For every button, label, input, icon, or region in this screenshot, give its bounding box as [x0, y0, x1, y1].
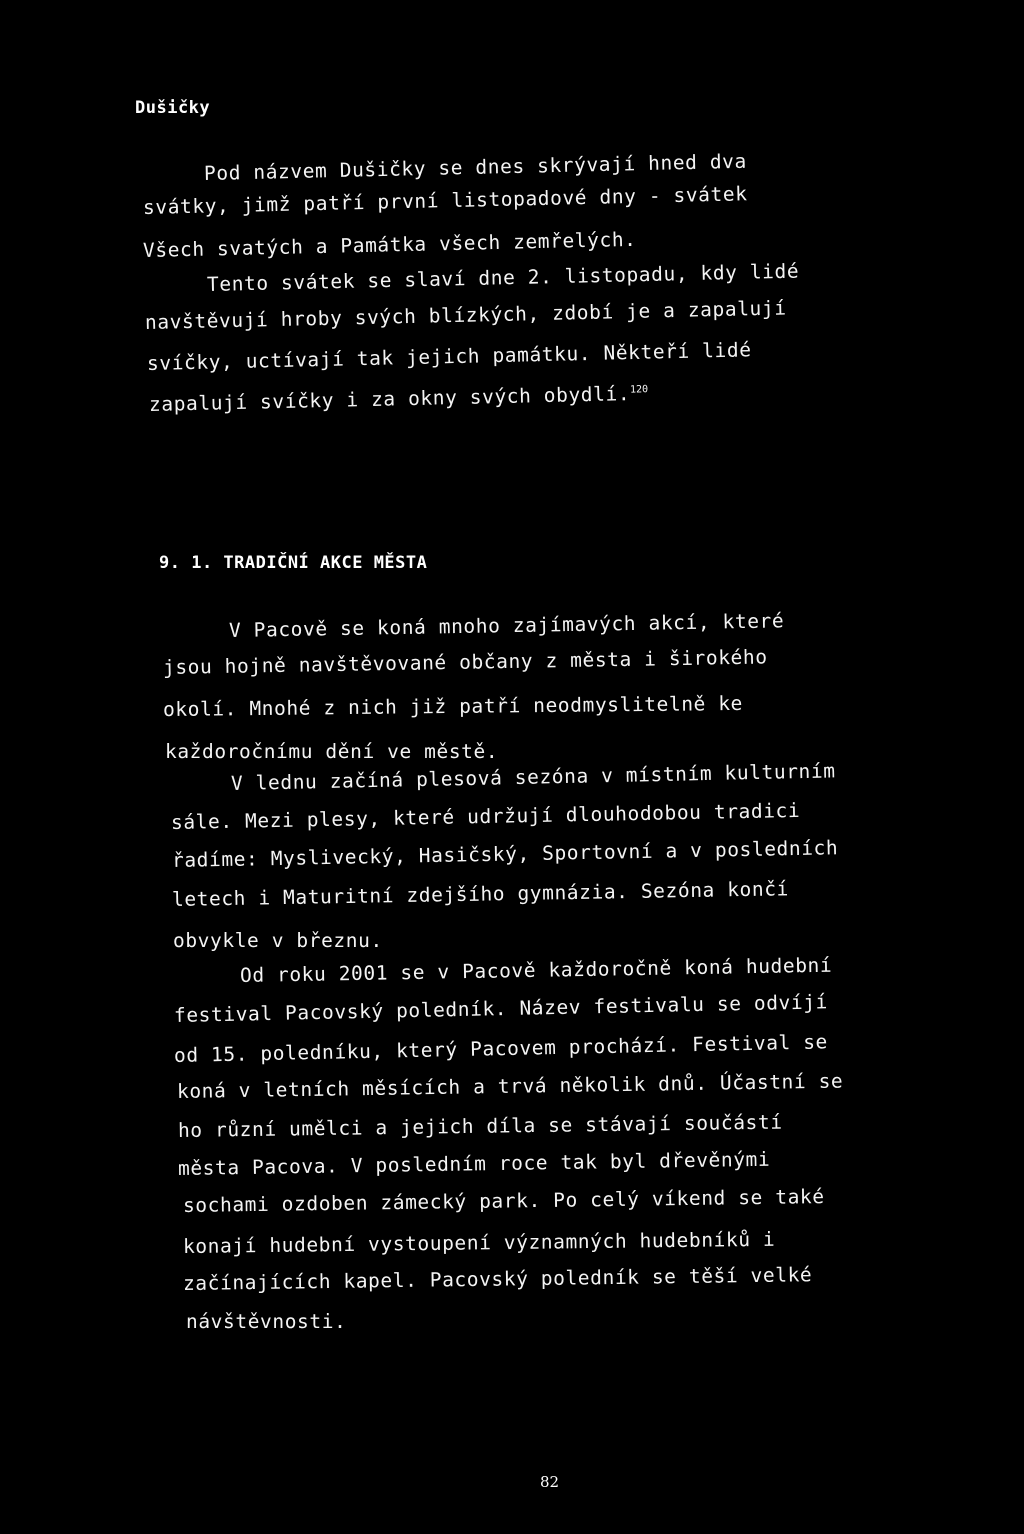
- text-line: okolí. Mnohé z nich již patří neodmyslitelně ke: [162, 691, 744, 721]
- text-line: festival Pacovský poledník. Název festivalu se odvíjí: [173, 990, 829, 1027]
- text-line: svátky, jimž patří první listopadové dny - svátek: [142, 182, 748, 219]
- text-line-content: zapalují svíčky i za okny svých obydlí.: [148, 382, 631, 416]
- text-line: sochami ozdoben zámecký park. Po celý víkend se také: [182, 1185, 825, 1217]
- page-title: Dušičky: [135, 98, 211, 118]
- page-number: 82: [540, 1473, 560, 1491]
- text-line: koná v letních měsících a trvá několik dnů. Účastní se: [176, 1069, 844, 1103]
- text-line: letech i Maturitní zdejšího gymnázia. Sezóna končí: [171, 877, 790, 911]
- text-line: města Pacova. V posledním roce tak byl dřevěnými: [177, 1147, 771, 1180]
- text-line: Od roku 2001 se v Pacově každoročně koná hudební: [239, 953, 833, 987]
- text-line: řadíme: Myslivecký, Hasičský, Sportovní a v posledních: [171, 836, 839, 872]
- text-line: obvykle v březnu.: [173, 929, 383, 952]
- text-line: Pod názvem Dušičky se dnes skrývají hned dva: [203, 149, 748, 185]
- text-line: jsou hojně navštěvované občany z města i širokého: [162, 645, 768, 679]
- text-line: [149, 382, 649, 416]
- text-line: svíčky, uctívají tak jejich památku. Někteří lidé: [146, 338, 752, 375]
- text-line: ho různí umělci a jejich díla se stávají součástí: [177, 1110, 783, 1142]
- text-line: návštěvnosti.: [186, 1310, 347, 1333]
- text-line: Všech svatých a Památka všech zemřelých.: [142, 227, 637, 262]
- text-line: od 15. poledníku, který Pacovem prochází. Festival se: [173, 1030, 829, 1067]
- text-line: V Pacově se koná mnoho zajímavých akcí, které: [228, 609, 785, 642]
- text-line: V lednu začíná plesová sezóna v místním kulturním: [230, 759, 836, 795]
- footnote-marker: 120: [629, 384, 649, 396]
- text-line: každoročnímu dění ve městě.: [165, 740, 499, 763]
- text-line: konají hudební vystoupení významných hudebníků i: [182, 1227, 776, 1258]
- text-line: sále. Mezi plesy, které udržují dlouhodobou tradici: [170, 798, 801, 834]
- text-line: navštěvují hroby svých blízkých, zdobí je a zapalují: [144, 296, 787, 334]
- text-line: začínajících kapel. Pacovský poledník se těší velké: [182, 1263, 813, 1295]
- text-line: Tento svátek se slaví dne 2. listopadu, kdy lidé: [206, 259, 800, 296]
- section-heading: 9. 1. TRADIČNÍ AKCE MĚSTA: [159, 553, 428, 573]
